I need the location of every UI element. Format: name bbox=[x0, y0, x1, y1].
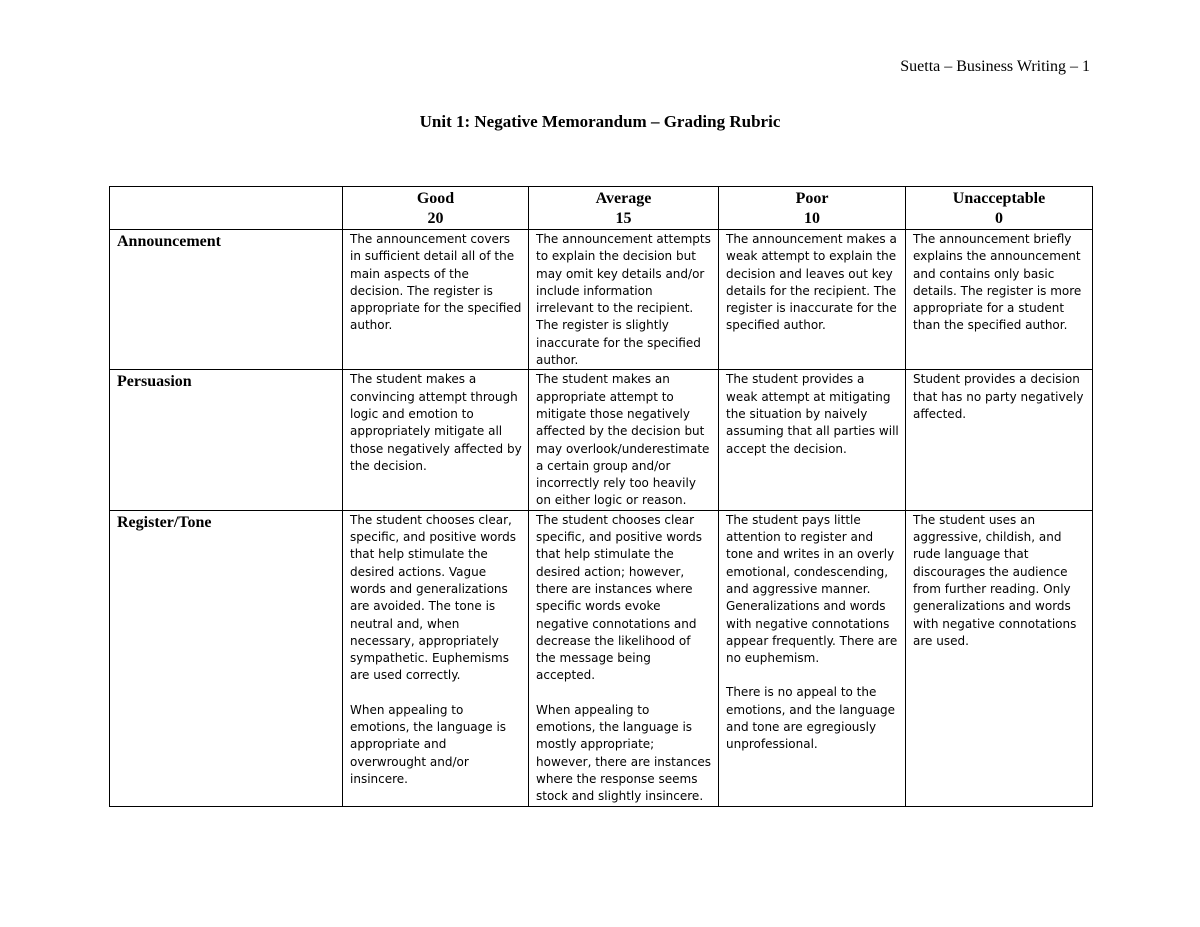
cell-text: The student pays little attention to register and tone and writes in an overly emotional, condescending, and aggressive manner. Generalizations and words with negative connotations appear frequently. There are no euphemism. bbox=[726, 512, 898, 666]
table-cell bbox=[906, 230, 1093, 370]
column-points: 0 bbox=[995, 210, 1003, 227]
table-cell bbox=[906, 510, 1093, 806]
column-label: Poor bbox=[795, 190, 829, 207]
column-points: 20 bbox=[427, 210, 444, 227]
row-header-persuasion: Persuasion bbox=[110, 370, 343, 510]
cell-text: The student uses an aggressive, childish, and rude language that discourages the audience from further reading. Only generalizations and words with negative connotations are used. bbox=[913, 512, 1077, 648]
table-row-register-tone bbox=[110, 510, 1093, 806]
column-points: 10 bbox=[804, 210, 820, 227]
column-label: Average bbox=[595, 190, 652, 207]
cell-text: When appealing to emotions, the language is appropriate and overwrought and/or insincere. bbox=[350, 702, 507, 786]
table-cell bbox=[343, 370, 529, 510]
cell-text: The announcement covers in sufficient detail all of the main aspects of the decision. The register is appropriate for the specified author. bbox=[350, 232, 522, 333]
grading-rubric-table bbox=[109, 186, 1093, 807]
cell-text: The student chooses clear specific, and positive words that help stimulate the desired action; however, there are instances where specific words evoke negative connotations and decrease the likelihood of the message being accepted. bbox=[536, 512, 702, 683]
cell-text: The student chooses clear, specific, and positive words that help stimulate the desired actions. Vague words and generalizations are avoided. The tone is neutral and, when necessary, appropriately sympathetic. Euphemisms are used correctly. bbox=[350, 512, 516, 683]
table-cell bbox=[906, 370, 1093, 510]
table-row-persuasion bbox=[110, 370, 1093, 510]
row-header-register-tone: Register/Tone bbox=[110, 510, 343, 806]
table-cell bbox=[529, 230, 719, 370]
table-row-announcement bbox=[110, 230, 1093, 370]
cell-text: The announcement makes a weak attempt to explain the decision and leaves out key details for the recipient. The register is inaccurate for the specified author. bbox=[726, 232, 897, 333]
cell-text: The announcement attempts to explain the decision but may omit key details and/or include information irrelevant to the recipient. The register is slightly inaccurate for the specified author. bbox=[536, 232, 711, 368]
cell-text: The announcement briefly explains the announcement and contains only basic details. The register is more appropriate for a student than the specified author. bbox=[913, 232, 1082, 333]
cell-text: The student makes a convincing attempt through logic and emotion to appropriately mitigate all those negatively affected by the decision. bbox=[350, 372, 522, 473]
table-cell bbox=[719, 510, 906, 806]
cell-text: There is no appeal to the emotions, and the language and tone are egregiously unprofessional. bbox=[726, 685, 896, 752]
table-cell bbox=[343, 230, 529, 370]
cell-text: When appealing to emotions, the language is mostly appropriate; however, there are instances where the response seems stock and slightly insincere. bbox=[536, 702, 712, 804]
table-cell bbox=[343, 510, 529, 806]
cell-text: Student provides a decision that has no party negatively affected. bbox=[913, 372, 1084, 421]
column-header-unacceptable bbox=[906, 187, 1093, 230]
running-head: Suetta – Business Writing – 1 bbox=[900, 58, 1090, 75]
column-label: Good bbox=[416, 190, 455, 207]
corner-cell bbox=[110, 187, 343, 230]
column-points: 15 bbox=[615, 210, 632, 227]
cell-text: The student makes an appropriate attempt to mitigate those negatively affected by the decision but may overlook/underestimate a certain group and/or incorrectly rely too heavily on either logic or reason. bbox=[536, 372, 710, 508]
table-cell bbox=[529, 370, 719, 510]
column-header-poor bbox=[719, 187, 906, 230]
page-title: Unit 1: Negative Memorandum – Grading Rubric bbox=[419, 112, 781, 131]
table-cell bbox=[719, 370, 906, 510]
cell-text: The student provides a weak attempt at mitigating the situation by naively assuming that all parties will accept the decision. bbox=[726, 372, 899, 456]
table-header-row bbox=[110, 187, 1093, 230]
table-cell bbox=[529, 510, 719, 806]
table-cell bbox=[719, 230, 906, 370]
column-header-average bbox=[529, 187, 719, 230]
row-header-announcement: Announcement bbox=[110, 230, 343, 370]
column-label: Unacceptable bbox=[952, 190, 1046, 207]
column-header-good bbox=[343, 187, 529, 230]
